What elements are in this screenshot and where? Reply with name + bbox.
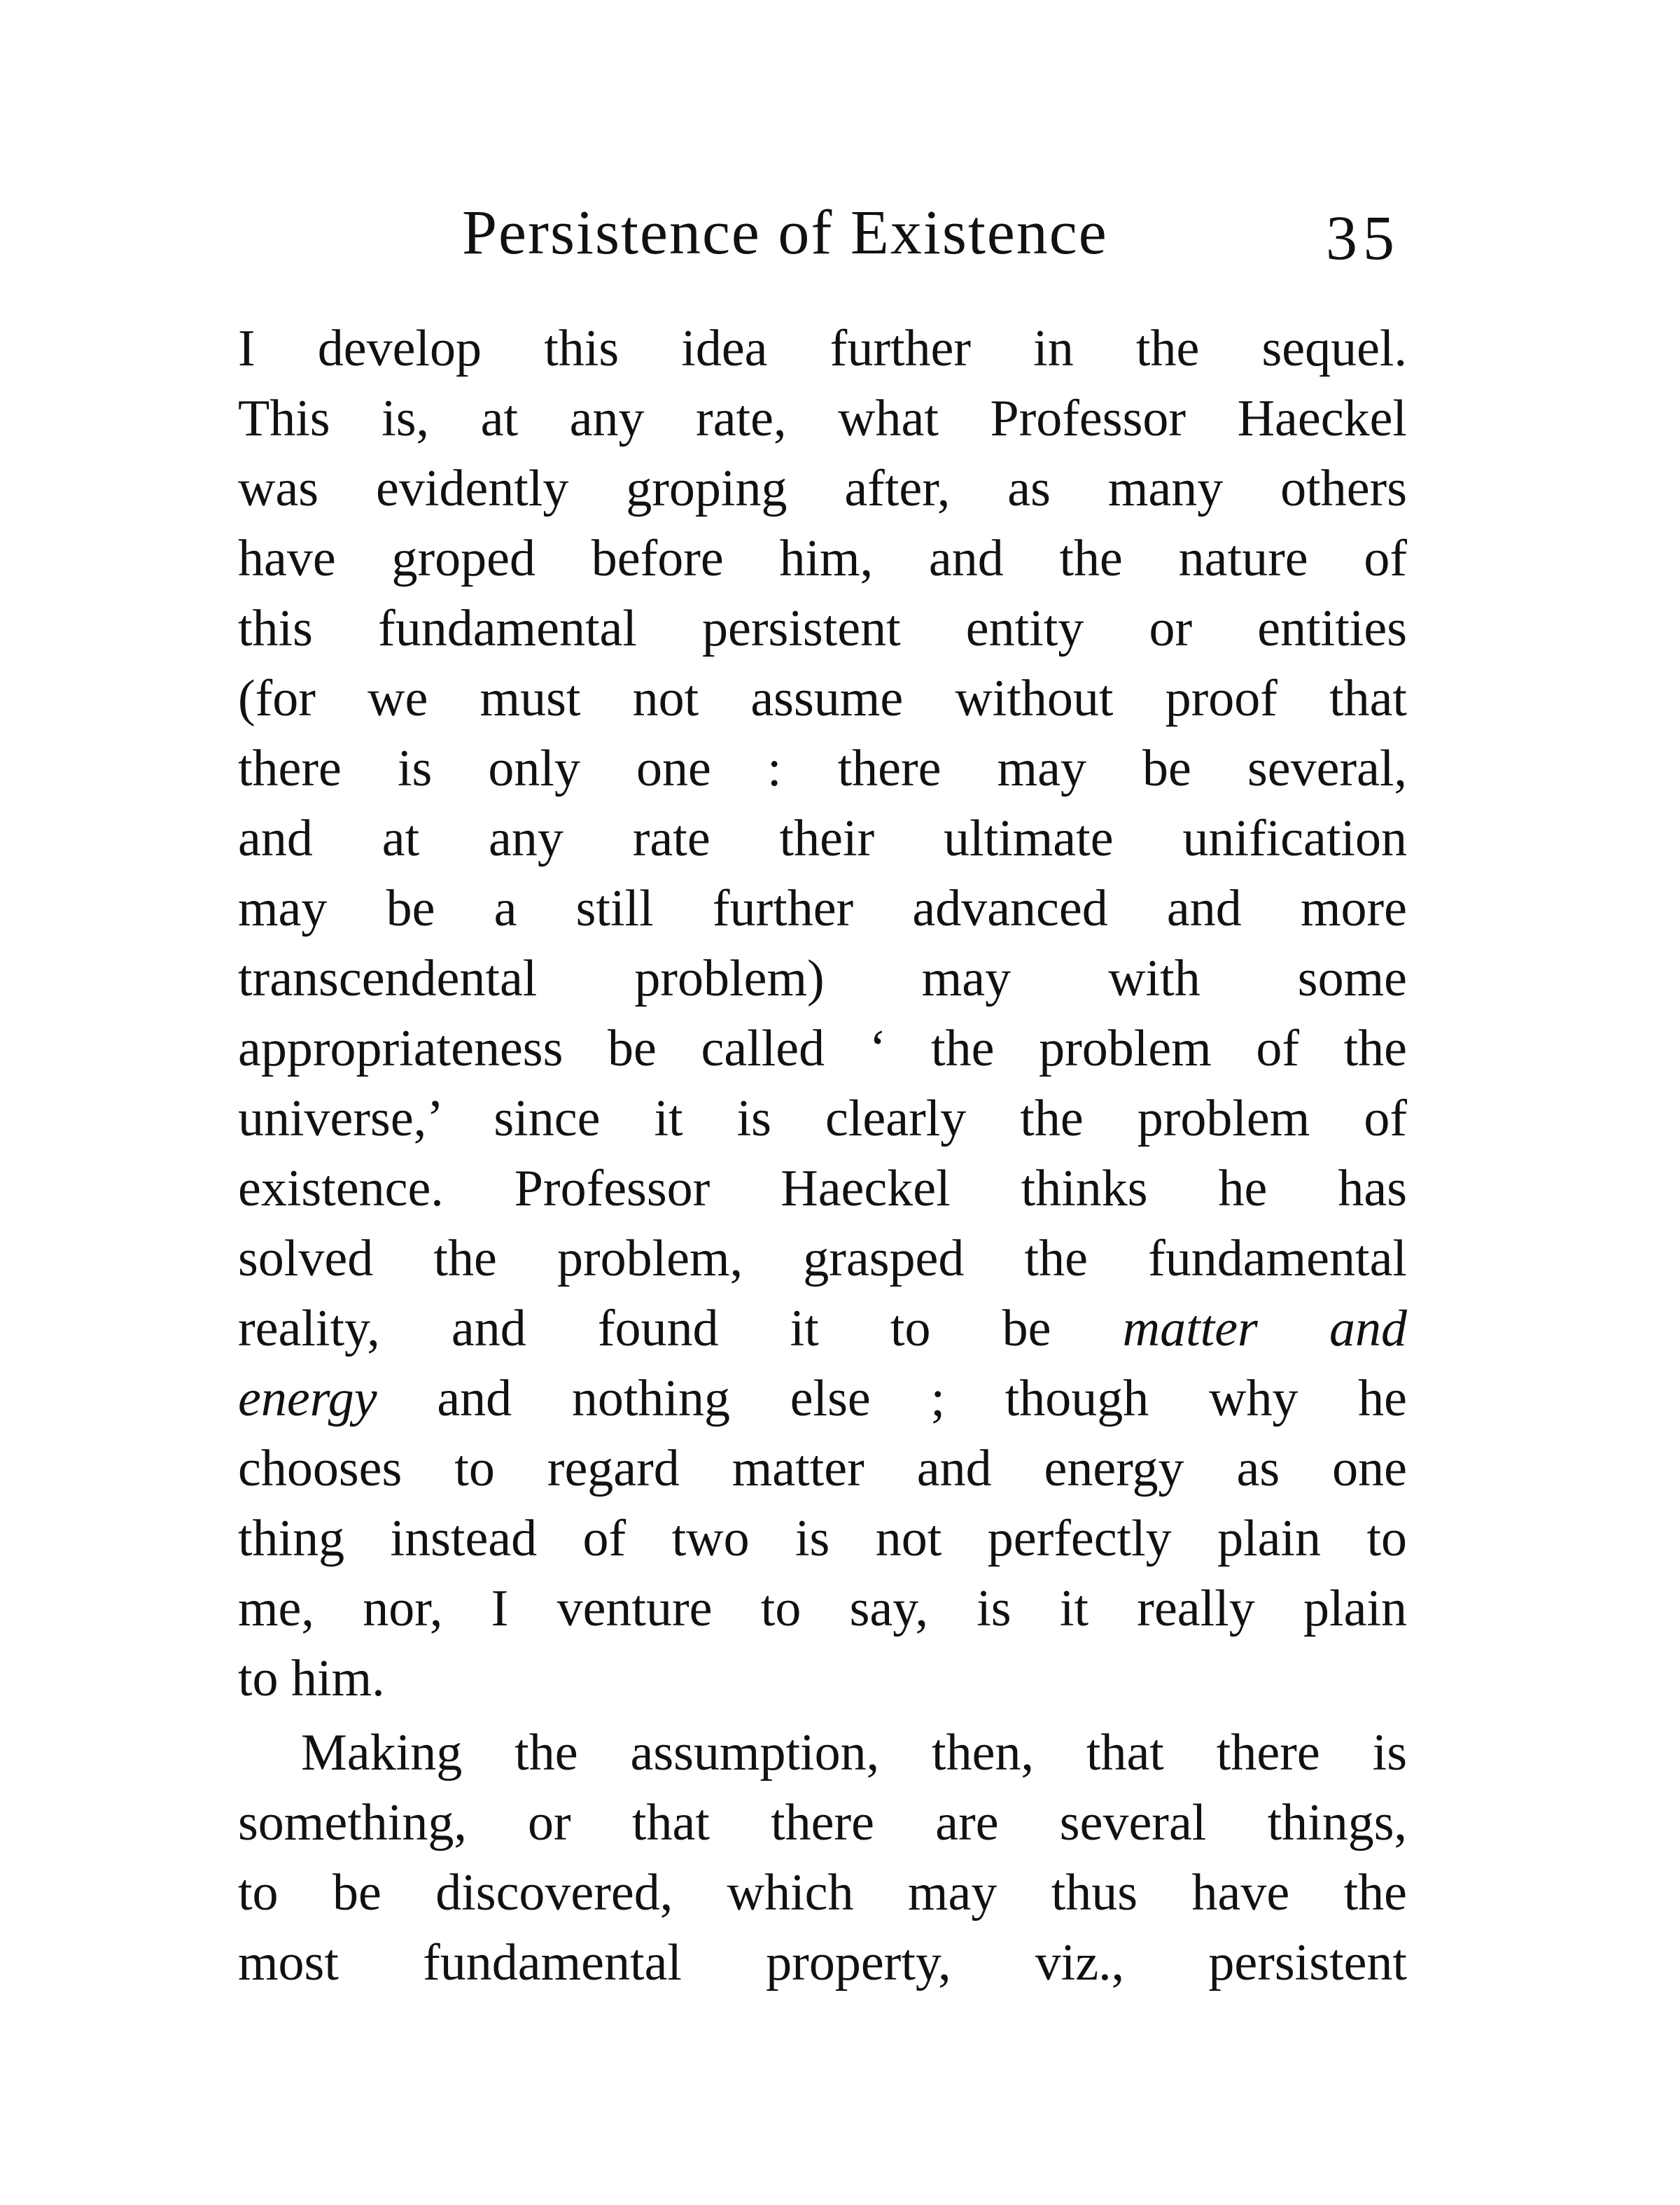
text-line: Making the assumption, then, that there is xyxy=(301,1724,1407,1782)
text-line: appropriateness be called ‘ the problem of the xyxy=(238,1020,1407,1077)
text-line-with-italic xyxy=(238,1294,1407,1364)
page-number: 35 xyxy=(1326,204,1400,273)
text-line: most fundamental property, viz., persistent xyxy=(238,1934,1407,1991)
italic-phrase: matter and xyxy=(1122,1300,1407,1357)
text-line: existence. Professor Haeckel thinks he has xyxy=(238,1160,1407,1217)
text-line: was evidently groping after, as many others xyxy=(238,460,1407,517)
text-line: this fundamental persistent entity or entities xyxy=(238,600,1407,657)
line-text: reality, and found it to be xyxy=(238,1300,1051,1357)
text-line: (for we must not assume without proof that xyxy=(238,670,1407,727)
text-line: transcendental problem) may with some xyxy=(238,950,1407,1007)
text-line-with-italic xyxy=(238,1364,1407,1434)
body-text xyxy=(238,314,1407,1998)
text-line: and at any rate their ultimate unification xyxy=(238,810,1407,867)
running-head xyxy=(462,188,1400,279)
text-line: have groped before him, and the nature of xyxy=(238,530,1407,587)
text-line: chooses to regard matter and energy as one xyxy=(238,1440,1407,1497)
text-line: may be a still further advanced and more xyxy=(238,880,1407,937)
running-title: Persistence of Existence xyxy=(462,198,1108,267)
text-line: This is, at any rate, what Professor Haeckel xyxy=(238,390,1407,447)
text-line: something, or that there are several things, xyxy=(238,1794,1407,1851)
text-line: thing instead of two is not perfectly plain to xyxy=(238,1510,1407,1567)
text-line: me, nor, I venture to say, is it really plain xyxy=(238,1580,1407,1637)
text-line: universe,’ since it is clearly the problem of xyxy=(238,1090,1407,1147)
text-line: to be discovered, which may thus have the xyxy=(238,1864,1407,1921)
italic-phrase: energy xyxy=(238,1370,377,1427)
text-line: to him. xyxy=(238,1650,385,1707)
text-line: solved the problem, grasped the fundamental xyxy=(238,1230,1407,1287)
text-line: I develop this idea further in the sequel. xyxy=(238,320,1407,377)
paragraph-1 xyxy=(238,314,1407,1714)
line-text: and nothing else ; though why he xyxy=(437,1370,1407,1427)
paragraph-2 xyxy=(238,1718,1407,1998)
text-line: there is only one : there may be several, xyxy=(238,740,1407,797)
